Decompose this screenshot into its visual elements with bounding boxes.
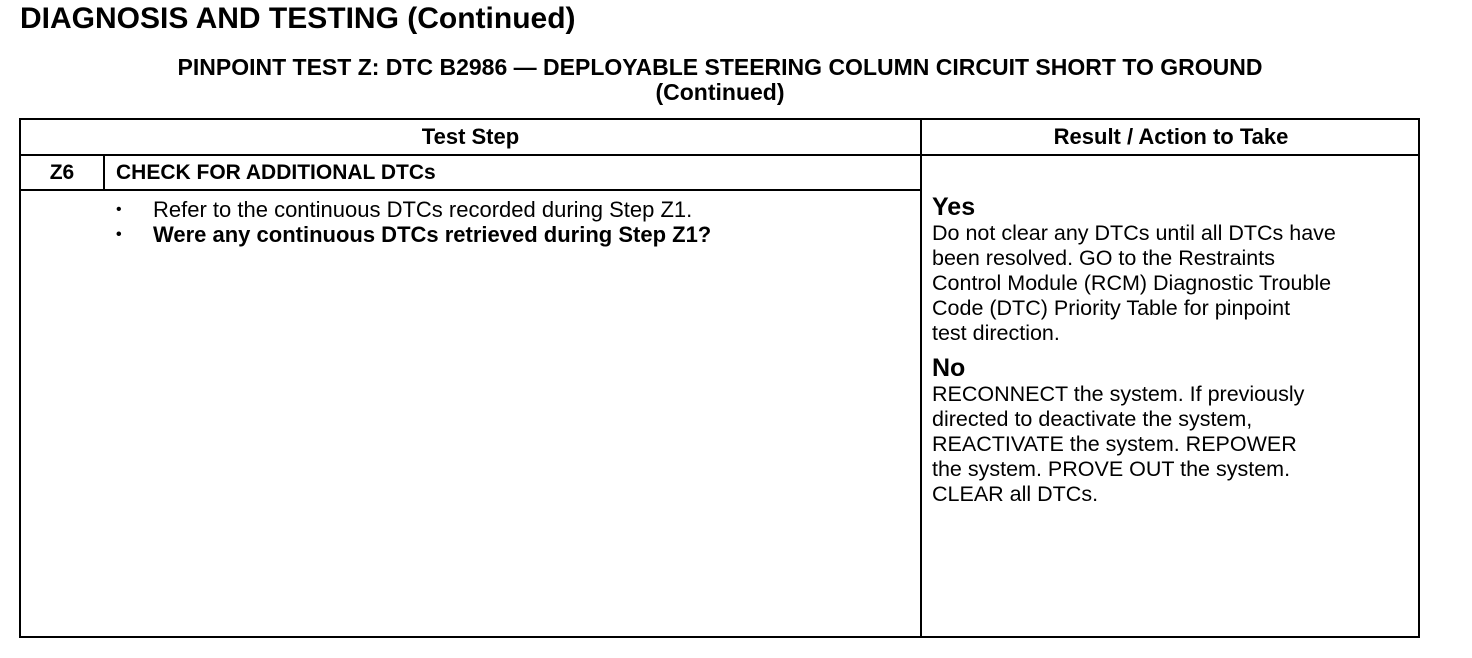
yes-action-line: Do not clear any DTCs until all DTCs have — [932, 221, 1336, 245]
no-action-line: REACTIVATE the system. REPOWER — [932, 432, 1297, 456]
no-label: No — [932, 354, 966, 382]
question-text: Were any continuous DTCs retrieved during Step Z1? — [153, 222, 712, 247]
yes-action-line: Control Module (RCM) Diagnostic Trouble — [932, 271, 1332, 295]
step-title: CHECK FOR ADDITIONAL DTCs — [116, 161, 436, 184]
yes-action-line: test direction. — [932, 321, 1060, 345]
no-action-line: CLEAR all DTCs. — [932, 482, 1099, 506]
yes-action-line: been resolved. GO to the Restraints — [932, 246, 1275, 270]
yes-label: Yes — [932, 193, 976, 221]
instruction-question — [113, 222, 711, 247]
page-title: DIAGNOSIS AND TESTING (Continued) — [20, 2, 576, 35]
bullet-icon: • — [116, 201, 122, 218]
step-number: Z6 — [49, 161, 75, 184]
yes-action-line: Code (DTC) Priority Table for pinpoint — [932, 296, 1291, 320]
column-divider — [920, 120, 922, 636]
result-action-cell — [932, 193, 1420, 507]
pinpoint-test-heading — [20, 55, 1420, 105]
bullet-icon: • — [116, 226, 122, 243]
no-action — [932, 382, 1420, 507]
no-action-line: the system. PROVE OUT the system. — [932, 457, 1291, 481]
step-title-rule — [21, 189, 920, 191]
pinpoint-test-continued: (Continued) — [655, 79, 785, 105]
yes-action — [932, 221, 1420, 346]
step-number-divider — [103, 156, 105, 189]
header-result-action: Result / Action to Take — [1053, 124, 1289, 149]
header-test-step: Test Step — [421, 124, 520, 149]
instruction-text: Refer to the continuous DTCs recorded during Step Z1. — [153, 197, 693, 222]
pinpoint-test-table — [19, 118, 1420, 638]
no-action-line: directed to deactivate the system, — [932, 407, 1253, 431]
instruction-item — [113, 197, 711, 222]
no-action-line: RECONNECT the system. If previously — [932, 382, 1305, 406]
step-instructions — [113, 197, 711, 247]
pinpoint-test-title: PINPOINT TEST Z: DTC B2986 — DEPLOYABLE STEERING COLUMN CIRCUIT SHORT TO GROUND — [177, 54, 1263, 80]
